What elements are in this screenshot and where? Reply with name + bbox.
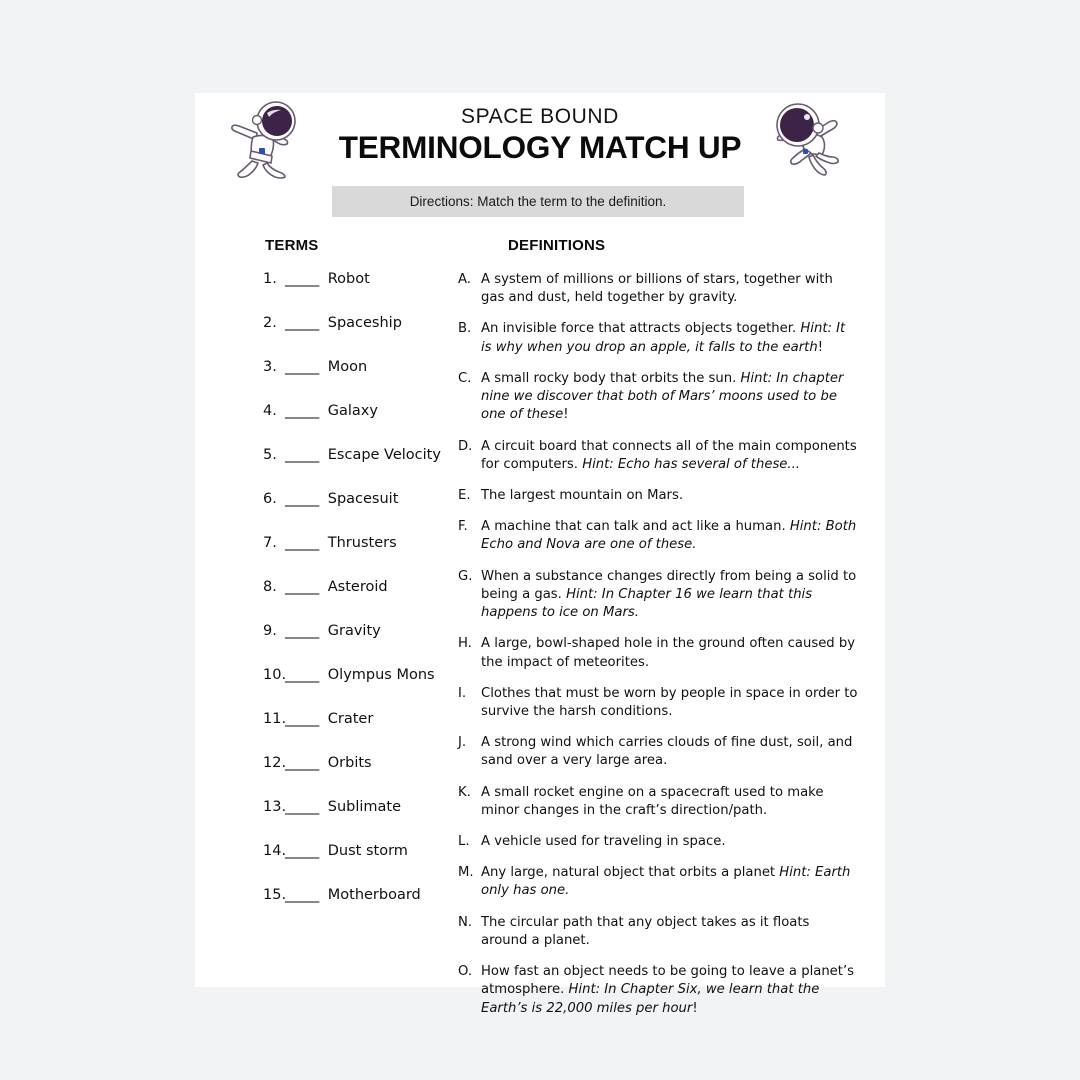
definition-text [481,635,858,671]
definition-row [458,685,858,721]
definition-text [481,833,858,851]
term-answer-blank[interactable]: _____ [285,579,319,595]
term-label: Sublimate [327,799,402,815]
directions-bar [332,186,744,217]
term-label: Gravity [327,623,381,639]
term-answer-blank[interactable]: _____ [285,623,319,639]
definition-row [458,518,858,554]
definition-text [481,864,858,900]
term-number: 3. [263,359,277,375]
definition-row [458,784,858,820]
term-number: 14. [263,843,287,859]
definition-text [481,963,858,1018]
term-row [263,799,473,843]
term-number: 4. [263,403,277,419]
term-label: Moon [327,359,368,375]
definition-body: Clothes that must be worn by people in space in order to survive the harsh conditions. [481,685,858,719]
term-number: 7. [263,535,277,551]
definition-hint: Hint: It is why when you drop an apple, it falls to the earth [481,321,846,355]
term-number: 11. [263,711,287,727]
terms-list [263,271,473,931]
term-row [263,535,473,579]
definition-row [458,487,858,505]
definition-row [458,568,858,623]
page-title: TERMINOLOGY MATCH UP [338,128,742,165]
term-row [263,887,473,931]
term-row [263,711,473,755]
term-number: 5. [263,447,277,463]
definition-text [481,518,858,554]
worksheet-header [195,93,885,193]
term-row [263,403,473,447]
definition-row [458,963,858,1018]
definition-hint: Hint: In chapter nine we discover that both of Mars’ moons used to be one of these [481,370,844,423]
title-block [330,105,750,166]
definition-body: An invisible force that attracts objects together. [481,321,801,337]
term-row [263,667,473,711]
definition-letter: H. [458,636,472,652]
term-number: 9. [263,623,277,639]
definition-letter: D. [458,438,473,454]
definition-row [458,320,858,356]
definition-hint: Hint: Both Echo and Nova are one of these. [481,519,857,553]
term-label: Spacesuit [327,491,399,507]
term-row [263,447,473,491]
definition-hint: Hint: Echo has several of these... [582,456,801,472]
term-answer-blank[interactable]: _____ [285,711,319,727]
term-row [263,271,473,315]
definition-letter: N. [458,914,473,930]
term-answer-blank[interactable]: _____ [285,667,319,683]
definition-hint: Hint: In Chapter 16 we learn that this happens to ice on Mars. [481,586,813,621]
definition-text [481,370,858,425]
definition-letter: I. [458,685,467,701]
definition-text [481,487,858,505]
term-row [263,623,473,667]
definition-text [481,271,858,307]
term-label: Spaceship [327,315,402,331]
definition-body: How fast an object needs to be going to leave a planet’s atmosphere. [481,964,855,998]
definition-text [481,914,858,950]
definition-letter: J. [458,735,467,751]
term-answer-blank[interactable]: _____ [285,755,319,771]
definition-body: When a substance changes directly from being a solid to being a gas. [481,568,857,602]
term-number: 15. [263,887,287,903]
definition-text [481,734,858,770]
term-answer-blank[interactable]: _____ [285,799,319,815]
term-number: 10. [263,667,287,683]
definition-row [458,833,858,851]
definition-body: A strong wind which carries clouds of fine dust, soil, and sand over a very large area. [481,735,853,769]
terms-column-heading: TERMS [265,237,319,254]
term-row [263,315,473,359]
term-label: Motherboard [327,887,421,903]
definition-row [458,271,858,307]
definition-body: The largest mountain on Mars. [481,487,684,503]
term-row [263,359,473,403]
definition-body: A circuit board that connects all of the main components for computers. [481,438,857,472]
term-number: 8. [263,579,277,595]
definition-row [458,914,858,950]
definition-text [481,784,858,820]
definition-letter: E. [458,487,471,503]
directions-text: Directions: Match the term to the definition. [409,194,667,209]
definition-letter: O. [458,964,473,980]
definition-letter: K. [458,784,471,800]
term-label: Thrusters [327,535,397,551]
definition-hint: Hint: Earth only has one. [481,865,851,899]
term-answer-blank[interactable]: _____ [285,535,319,551]
definition-body: A small rocket engine on a spacecraft used to make minor changes in the craft’s direction/path. [481,784,824,818]
definition-letter: M. [458,865,474,881]
term-label: Asteroid [327,579,388,595]
definition-row [458,864,858,900]
term-answer-blank[interactable]: _____ [285,359,319,375]
astronaut-floating-icon [767,101,849,186]
term-label: Galaxy [327,403,378,419]
term-label: Robot [327,271,370,287]
term-row [263,579,473,623]
astronaut-dabbing-icon [223,99,301,184]
definition-letter: G. [458,568,473,584]
definition-text [481,568,858,623]
term-answer-blank[interactable]: _____ [285,491,319,507]
definition-row [458,635,858,671]
worksheet-eyebrow: SPACE BOUND [461,105,619,128]
definition-tail: ! [692,1000,698,1016]
definition-letter: F. [458,519,468,535]
definition-body: A small rocky body that orbits the sun. [481,370,741,386]
definition-text [481,320,858,356]
term-row [263,755,473,799]
term-number: 2. [263,315,277,331]
definitions-list [458,271,858,1031]
term-number: 1. [263,271,277,287]
term-label: Orbits [327,755,372,771]
term-label: Dust storm [327,843,408,859]
definitions-column-heading: DEFINITIONS [508,237,606,254]
term-answer-blank[interactable]: _____ [285,843,319,859]
definition-body: A large, bowl-shaped hole in the ground often caused by the impact of meteorites. [481,636,856,670]
definition-body: Any large, natural object that orbits a planet [481,865,780,881]
definition-body: A system of millions or billions of stars, together with gas and dust, held together by gravity. [481,272,833,306]
definition-letter: C. [458,370,472,386]
term-answer-blank[interactable]: _____ [285,403,319,419]
term-answer-blank[interactable]: _____ [285,271,319,287]
definition-text [481,685,858,721]
term-answer-blank[interactable]: _____ [285,447,319,463]
term-answer-blank[interactable]: _____ [285,315,319,331]
definition-hint: Hint: In Chapter Six, we learn that the Earth’s is 22,000 miles per hour [481,982,820,1016]
definition-row [458,438,858,474]
definition-letter: B. [458,321,472,337]
definition-text [481,438,858,474]
term-row [263,491,473,535]
term-label: Crater [327,711,374,727]
term-label: Escape Velocity [327,447,441,463]
term-number: 12. [263,755,287,771]
term-number: 13. [263,799,287,815]
definition-tail: ! [817,339,823,355]
definition-letter: L. [458,834,470,850]
definition-row [458,370,858,425]
definition-letter: A. [458,272,471,287]
definition-row [458,734,858,770]
term-number: 6. [263,491,277,507]
term-label: Olympus Mons [327,667,435,683]
definition-tail: ! [563,407,569,423]
term-answer-blank[interactable]: _____ [285,887,319,903]
worksheet-page [195,93,885,1016]
definition-body: A machine that can talk and act like a human. [481,519,790,535]
definition-body: A vehicle used for traveling in space. [481,834,726,850]
definition-body: The circular path that any object takes as it floats around a planet. [481,914,810,948]
term-row [263,843,473,887]
